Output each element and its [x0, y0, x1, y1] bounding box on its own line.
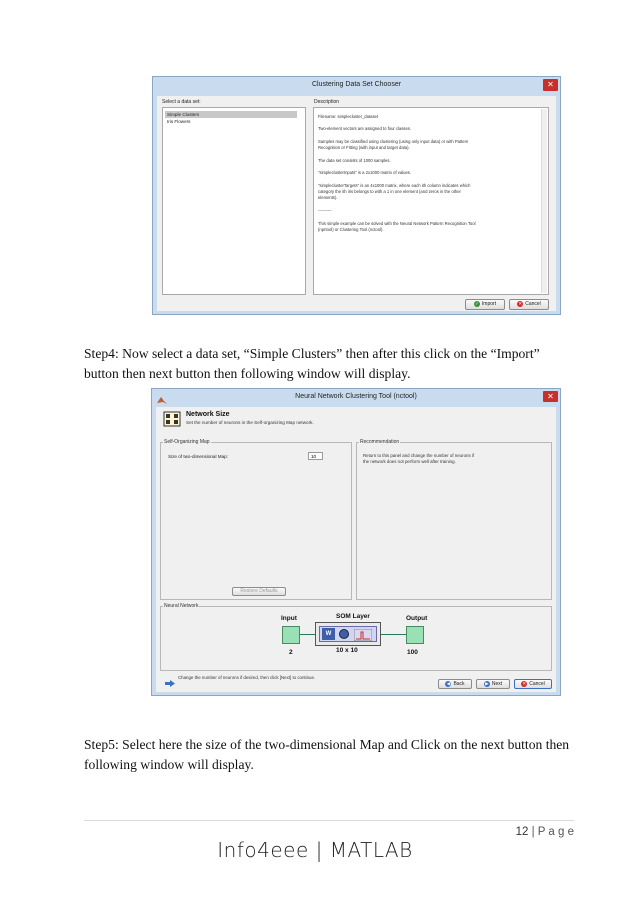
compet-transfer-icon [354, 628, 372, 640]
description-label: Description [314, 99, 340, 105]
network-size-icon [163, 411, 181, 427]
chooser-client-area [157, 96, 556, 311]
description-scrollbar[interactable] [541, 109, 547, 293]
description-line: Samples may be classified using clustering (using only input data) or with Pattern [318, 139, 469, 144]
cancel-icon: ✕ [522, 680, 527, 686]
input-label: Input [281, 615, 297, 622]
som-layer-label: SOM Layer [336, 613, 370, 620]
input-connector [300, 634, 315, 635]
description-line: "simpleclusterInputs" is a 2x1000 matrix of values. [318, 170, 412, 175]
header-title: Network Size [186, 411, 230, 418]
layer-size: 10 x 10 [336, 647, 358, 654]
page-number: 12 [515, 826, 529, 838]
description-line: Filename: simplecluster_dataset [318, 114, 379, 119]
description-line: "simpleclusterTargets" is an 4x1000 matrix, where each ith column indicates which [318, 183, 471, 188]
input-box [282, 626, 300, 644]
output-connector [381, 634, 406, 635]
header-subtitle: Set the number of neurons in the Self-organizing Map network. [186, 420, 314, 425]
import-button[interactable] [465, 299, 505, 310]
description-panel [313, 107, 549, 295]
close-button[interactable]: ✕ [543, 79, 558, 91]
footer-brand: Info4eee | MATLAB [217, 838, 413, 862]
window-title: Neural Network Clustering Tool (nctool) [295, 393, 417, 400]
page-number-line [440, 826, 574, 838]
next-button-label: Next [491, 681, 503, 687]
map-size-input[interactable]: 10 [308, 452, 323, 460]
arrow-right-icon [165, 674, 175, 681]
recommendation-line: the network does not perform well after training. [363, 459, 456, 464]
restore-defaults-button[interactable]: Restore Defaults [232, 587, 286, 596]
import-button-label: Import [481, 301, 497, 307]
recommendation-group-label: Recommendation [360, 439, 400, 445]
description-line: Two-element vectors are assigned to four classes. [318, 126, 412, 131]
cancel-button[interactable] [509, 299, 549, 310]
neural-network-group-label: Neural Network [164, 603, 199, 609]
description-separator: ---------- [318, 208, 332, 213]
footer-divider [84, 820, 574, 821]
nctool-client-area [156, 407, 556, 692]
som-group-label: Self-Organizing Map [164, 439, 210, 445]
weight-box: W [322, 628, 335, 640]
step4-paragraph: Step4: Now select a data set, “Simple Clusters” then after this click on the “Import” button then next button then following window will display. [84, 346, 540, 381]
neural-network-clustering-tool-window [151, 388, 561, 696]
back-button[interactable] [438, 679, 472, 689]
close-button[interactable]: ✕ [543, 391, 558, 402]
description-line: elements). [318, 195, 338, 200]
output-box [406, 626, 424, 644]
list-item-simple-clusters[interactable]: Simple Clusters [165, 111, 297, 118]
cancel-button-label: Cancel [525, 301, 541, 307]
description-line: This simple example can be solved with the Neural Network Pattern Recognition Tool [318, 221, 476, 226]
back-button-label: Back [453, 681, 465, 687]
data-set-list[interactable] [162, 107, 306, 295]
description-line: The data set consists of 1000 samples. [318, 158, 391, 163]
hint-text: Change the number of neurons if desired, then click [Next] to continue. [178, 675, 316, 680]
cancel-icon: ✕ [518, 300, 523, 306]
next-arrow-icon: ▶ [485, 680, 489, 686]
import-icon: ✓ [475, 300, 479, 306]
step5-paragraph: Step5: Select here the size of the two-dimensional Map and Click on the next button then following window will display. [84, 737, 570, 772]
list-item-iris-flowers[interactable]: Iris Flowers [167, 119, 191, 124]
window-title: Clustering Data Set Chooser [311, 81, 402, 88]
input-size: 2 [289, 649, 293, 656]
som-group [160, 442, 352, 600]
description-line: Recognition or Fitting (with input and target data). [318, 145, 410, 150]
recommendation-group [356, 442, 552, 600]
select-data-set-label: Select a data set: [162, 99, 201, 105]
map-size-label: Size of two-dimensional Map: [168, 454, 229, 459]
clustering-data-set-chooser-window [152, 76, 561, 315]
output-size: 100 [407, 649, 418, 656]
next-button[interactable] [476, 679, 510, 689]
back-arrow-icon: ◀ [446, 680, 451, 686]
description-line: category the ith iris belongs to with a 1 in one element (and zeros in the other [318, 189, 461, 194]
cancel-button[interactable] [514, 679, 552, 689]
window-title-bar [153, 77, 560, 96]
page-label: | P a g e [531, 826, 574, 838]
distance-node-icon [339, 629, 349, 639]
network-diagram [276, 612, 456, 660]
description-line: (nprtool) or Clustering Tool (nctool). [318, 227, 384, 232]
cancel-button-label: Cancel [529, 681, 545, 687]
output-label: Output [406, 615, 428, 622]
recommendation-line: Return to this panel and change the number of neurons if [363, 453, 475, 458]
